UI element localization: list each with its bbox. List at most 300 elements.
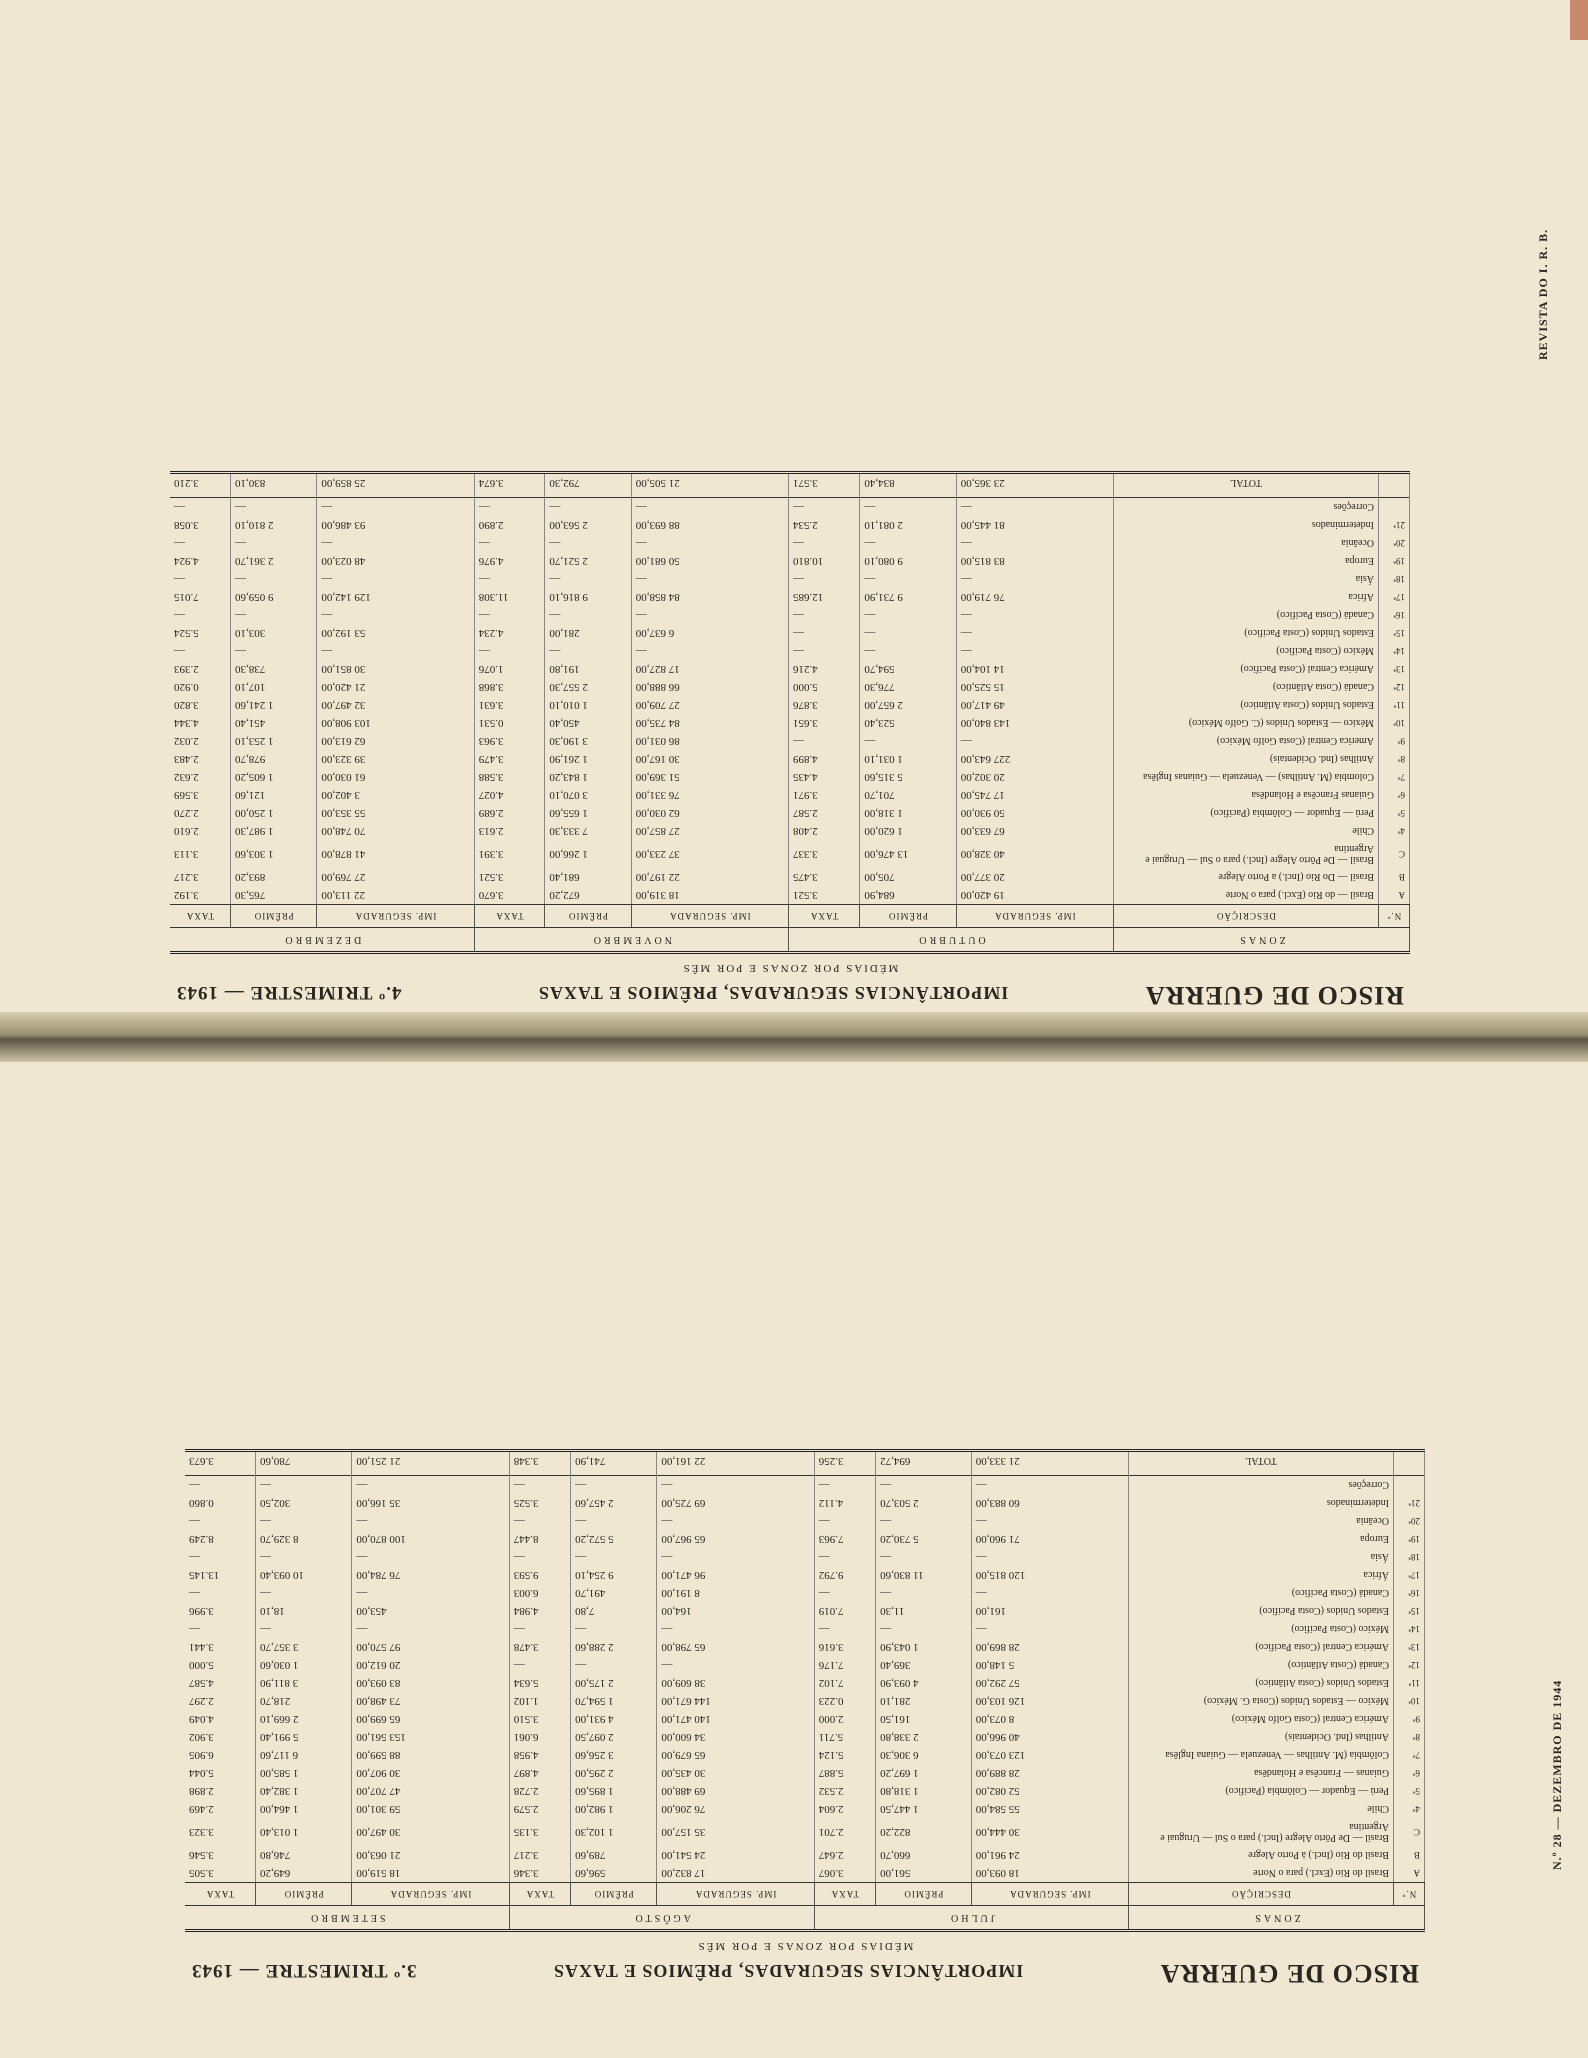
value-cell: 4.976 bbox=[474, 552, 545, 570]
table-row bbox=[185, 1566, 1425, 1584]
zone-description: Brasil — do Rio (Excl.) para o Norte bbox=[1114, 886, 1379, 905]
data-table bbox=[170, 471, 1410, 954]
zone-number: 13ª bbox=[1379, 660, 1410, 678]
zone-number: 20ª bbox=[1394, 1512, 1425, 1530]
value-cell: 227 643,00 bbox=[956, 750, 1113, 768]
value-cell: 30 444,00 bbox=[971, 1818, 1128, 1846]
value-cell: 3.067 bbox=[814, 1864, 875, 1883]
value-cell: — bbox=[788, 642, 859, 660]
value-cell: — bbox=[876, 1584, 972, 1602]
total-cell: 3.674 bbox=[474, 473, 545, 498]
value-cell: — bbox=[571, 1620, 657, 1638]
value-cell: 3.113 bbox=[170, 840, 231, 868]
value-cell: 2.408 bbox=[788, 822, 859, 840]
total-cell: 780,60 bbox=[256, 1451, 352, 1476]
value-cell: — bbox=[256, 1584, 352, 1602]
table-row bbox=[170, 516, 1410, 534]
value-cell: 15 525,00 bbox=[956, 678, 1113, 696]
zone-number: 8ª bbox=[1379, 750, 1410, 768]
total-label: TOTAL bbox=[1114, 473, 1379, 498]
value-cell: — bbox=[545, 606, 631, 624]
value-cell: — bbox=[971, 1584, 1128, 1602]
zone-number: A bbox=[1394, 1864, 1425, 1883]
value-cell: 19 420,00 bbox=[956, 886, 1113, 905]
zone-number: 17ª bbox=[1379, 588, 1410, 606]
zone-description: Perú — Equador — Colômbia (Pacífico) bbox=[1114, 804, 1379, 822]
zone-number: 9ª bbox=[1379, 732, 1410, 750]
book-spine bbox=[0, 1012, 1588, 1062]
value-cell: — bbox=[956, 624, 1113, 642]
value-cell: 3.670 bbox=[474, 886, 545, 905]
value-cell: 1 253,10 bbox=[231, 732, 317, 750]
value-cell: 24 961,00 bbox=[971, 1846, 1128, 1864]
value-cell: 11.308 bbox=[474, 588, 545, 606]
value-cell: 8 329,70 bbox=[256, 1530, 352, 1548]
zone-number: 13ª bbox=[1394, 1638, 1425, 1656]
page-corner-tab bbox=[1570, 0, 1588, 40]
zone-number: 16ª bbox=[1379, 606, 1410, 624]
total-cell: 3.571 bbox=[788, 473, 859, 498]
value-cell: 3.391 bbox=[474, 840, 545, 868]
zone-number: 18ª bbox=[1379, 570, 1410, 588]
value-cell: 1 982,00 bbox=[571, 1800, 657, 1818]
value-cell: — bbox=[474, 498, 545, 517]
value-cell: — bbox=[860, 498, 956, 517]
value-cell: 9.593 bbox=[509, 1566, 570, 1584]
value-cell: 2 361,70 bbox=[231, 552, 317, 570]
value-cell: 9 816,10 bbox=[545, 588, 631, 606]
value-cell: 30 435,00 bbox=[657, 1764, 814, 1782]
value-cell: 5 315,60 bbox=[860, 768, 956, 786]
value-cell: — bbox=[631, 642, 788, 660]
value-cell: 129 142,00 bbox=[317, 588, 474, 606]
value-cell: 7.963 bbox=[814, 1530, 875, 1548]
value-cell: 120 815,00 bbox=[971, 1566, 1128, 1584]
value-cell: 302,50 bbox=[256, 1494, 352, 1512]
col-header: IMP. SEGURADA bbox=[317, 905, 474, 928]
value-cell: 13.145 bbox=[185, 1566, 256, 1584]
value-cell: — bbox=[860, 606, 956, 624]
value-cell: 660,70 bbox=[876, 1846, 972, 1864]
zone-number: 12ª bbox=[1394, 1656, 1425, 1674]
value-cell: 123 073,00 bbox=[971, 1746, 1128, 1764]
value-cell: 3.876 bbox=[788, 696, 859, 714]
total-row bbox=[170, 473, 1410, 498]
value-cell: 50 681,00 bbox=[631, 552, 788, 570]
value-cell: 3 811,90 bbox=[256, 1674, 352, 1692]
value-cell: 2.898 bbox=[185, 1782, 256, 1800]
value-cell: 28 869,00 bbox=[971, 1638, 1128, 1656]
value-cell: 3.505 bbox=[185, 1864, 256, 1883]
zone-description: Brasil do Rio (Incl.) à Porto Alegre bbox=[1129, 1846, 1394, 1864]
value-cell: 11 830,60 bbox=[876, 1566, 972, 1584]
value-cell: 35 166,00 bbox=[352, 1494, 509, 1512]
value-cell: — bbox=[876, 1512, 972, 1530]
value-cell: 86 031,00 bbox=[631, 732, 788, 750]
value-cell: 3.651 bbox=[788, 714, 859, 732]
zone-number: 6ª bbox=[1394, 1764, 1425, 1782]
month-header: NOVEMBRO bbox=[474, 928, 788, 953]
value-cell: 2 503,70 bbox=[876, 1494, 972, 1512]
value-cell: — bbox=[657, 1548, 814, 1566]
value-cell: 96 471,00 bbox=[657, 1566, 814, 1584]
table-row bbox=[170, 498, 1410, 517]
value-cell: 9.792 bbox=[814, 1566, 875, 1584]
value-cell: 218,70 bbox=[256, 1692, 352, 1710]
value-cell: 8.447 bbox=[509, 1530, 570, 1548]
col-header: PRÊMIO bbox=[860, 905, 956, 928]
value-cell: 3.323 bbox=[185, 1818, 256, 1846]
value-cell: — bbox=[509, 1512, 570, 1530]
zone-number: C bbox=[1379, 840, 1410, 868]
value-cell: 14 104,00 bbox=[956, 660, 1113, 678]
value-cell: — bbox=[170, 534, 231, 552]
value-cell: 5 148,00 bbox=[971, 1656, 1128, 1674]
value-cell: — bbox=[631, 606, 788, 624]
table-row bbox=[185, 1692, 1425, 1710]
value-cell: 164,00 bbox=[657, 1602, 814, 1620]
value-cell: 103 908,00 bbox=[317, 714, 474, 732]
value-cell: 0.860 bbox=[185, 1494, 256, 1512]
zone-description: Correções bbox=[1129, 1476, 1394, 1495]
zone-description: Oceânia bbox=[1114, 534, 1379, 552]
value-cell: — bbox=[170, 498, 231, 517]
value-cell: — bbox=[814, 1476, 875, 1495]
value-cell: 65 699,00 bbox=[352, 1710, 509, 1728]
value-cell: 2.613 bbox=[474, 822, 545, 840]
col-header: TAXA bbox=[814, 1883, 875, 1906]
zone-description: Estados Unidos (Costa Pacífico) bbox=[1114, 624, 1379, 642]
value-cell: 6.905 bbox=[185, 1746, 256, 1764]
zonas-header: ZONAS bbox=[1114, 928, 1410, 953]
value-cell: — bbox=[185, 1584, 256, 1602]
table-row bbox=[185, 1620, 1425, 1638]
value-cell: 8 073,00 bbox=[971, 1710, 1128, 1728]
value-cell: 88 599,00 bbox=[352, 1746, 509, 1764]
value-cell: 3.058 bbox=[170, 516, 231, 534]
zone-description: Estados Unidos (Costa Atlântico) bbox=[1114, 696, 1379, 714]
zone-number: 4ª bbox=[1379, 822, 1410, 840]
value-cell: 76 784,00 bbox=[352, 1566, 509, 1584]
zone-description: Africa bbox=[1114, 588, 1379, 606]
col-header: IMP. SEGURADA bbox=[631, 905, 788, 928]
col-header: IMP. SEGURADA bbox=[971, 1883, 1128, 1906]
value-cell: 3.510 bbox=[509, 1710, 570, 1728]
value-cell: 28 889,00 bbox=[971, 1764, 1128, 1782]
value-cell: — bbox=[788, 498, 859, 517]
value-cell: 24 541,00 bbox=[657, 1846, 814, 1864]
value-cell: 17 832,00 bbox=[657, 1864, 814, 1883]
value-cell: 4.587 bbox=[185, 1674, 256, 1692]
value-cell: 523,40 bbox=[860, 714, 956, 732]
value-cell: 6.003 bbox=[509, 1584, 570, 1602]
value-cell: 76 331,00 bbox=[631, 786, 788, 804]
value-cell: 9 254,10 bbox=[571, 1566, 657, 1584]
value-cell: — bbox=[571, 1656, 657, 1674]
month-header: SETEMBRO bbox=[185, 1906, 509, 1931]
value-cell: 1 843,20 bbox=[545, 768, 631, 786]
value-cell: 22 113,00 bbox=[317, 886, 474, 905]
value-cell: 3.337 bbox=[788, 840, 859, 868]
value-cell: 9 731,90 bbox=[860, 588, 956, 606]
value-cell: 1 013,40 bbox=[256, 1818, 352, 1846]
value-cell: — bbox=[860, 624, 956, 642]
value-cell: 5.000 bbox=[788, 678, 859, 696]
total-label: TOTAL bbox=[1129, 1451, 1394, 1476]
value-cell: 2 295,00 bbox=[571, 1764, 657, 1782]
value-cell: 1.102 bbox=[509, 1692, 570, 1710]
table-row bbox=[170, 750, 1410, 768]
value-cell: — bbox=[788, 570, 859, 588]
value-cell: 2 081,10 bbox=[860, 516, 956, 534]
zone-number: 5ª bbox=[1394, 1782, 1425, 1800]
value-cell: 3.135 bbox=[509, 1818, 570, 1846]
zone-description: Canadá (Costa Atlântico) bbox=[1114, 678, 1379, 696]
value-cell: 281,00 bbox=[545, 624, 631, 642]
value-cell: 59 301,00 bbox=[352, 1800, 509, 1818]
heading: RISCO DE GUERRA bbox=[1159, 1959, 1419, 1988]
value-cell: 38 609,00 bbox=[657, 1674, 814, 1692]
zone-number: 14ª bbox=[1379, 642, 1410, 660]
value-cell: 2 338,80 bbox=[876, 1728, 972, 1746]
table-row bbox=[185, 1494, 1425, 1512]
value-cell: 3 402,00 bbox=[317, 786, 474, 804]
value-cell: 83 093,00 bbox=[352, 1674, 509, 1692]
zone-description: Correções bbox=[1114, 498, 1379, 517]
zone-number: 19ª bbox=[1379, 552, 1410, 570]
value-cell: 1 318,00 bbox=[860, 804, 956, 822]
value-cell: 2.297 bbox=[185, 1692, 256, 1710]
total-cell: 3.673 bbox=[185, 1451, 256, 1476]
table-row bbox=[185, 1548, 1425, 1566]
value-cell: — bbox=[545, 534, 631, 552]
value-cell: 18 319,00 bbox=[631, 886, 788, 905]
value-cell: 450,40 bbox=[545, 714, 631, 732]
zone-description: Chile bbox=[1114, 822, 1379, 840]
value-cell: 5.887 bbox=[814, 1764, 875, 1782]
col-header: TAXA bbox=[509, 1883, 570, 1906]
value-cell: — bbox=[631, 534, 788, 552]
zone-description: México — Estados Unidos (Costa G. México) bbox=[1129, 1692, 1394, 1710]
value-cell: 97 570,00 bbox=[352, 1638, 509, 1656]
table-row bbox=[185, 1476, 1425, 1495]
value-cell: 3 357,70 bbox=[256, 1638, 352, 1656]
value-cell: 18 519,00 bbox=[352, 1864, 509, 1883]
value-cell: — bbox=[631, 498, 788, 517]
table-row bbox=[185, 1638, 1425, 1656]
data-table bbox=[185, 1449, 1425, 1932]
value-cell: 61 030,00 bbox=[317, 768, 474, 786]
value-cell: — bbox=[814, 1512, 875, 1530]
value-cell: 27 857,00 bbox=[631, 822, 788, 840]
value-cell: 20 302,00 bbox=[956, 768, 1113, 786]
value-cell: 4 931,00 bbox=[571, 1710, 657, 1728]
table-row bbox=[185, 1512, 1425, 1530]
value-cell: 93 486,00 bbox=[317, 516, 474, 534]
zone-number: 20ª bbox=[1379, 534, 1410, 552]
value-cell: — bbox=[545, 642, 631, 660]
value-cell: 39 323,00 bbox=[317, 750, 474, 768]
value-cell: 57 292,00 bbox=[971, 1674, 1128, 1692]
zone-description: Canadá (Costa Pacífico) bbox=[1114, 606, 1379, 624]
value-cell: 8 191,00 bbox=[657, 1584, 814, 1602]
table-row bbox=[170, 714, 1410, 732]
value-cell: 303,10 bbox=[231, 624, 317, 642]
value-cell: 10 093,40 bbox=[256, 1566, 352, 1584]
value-cell: — bbox=[657, 1512, 814, 1530]
table-row bbox=[170, 804, 1410, 822]
table-total bbox=[185, 1451, 1425, 1476]
table-row bbox=[185, 1728, 1425, 1746]
zone-description: México — Estados Unidos (C. Golfo México) bbox=[1114, 714, 1379, 732]
value-cell: 2.532 bbox=[814, 1782, 875, 1800]
value-cell: — bbox=[170, 606, 231, 624]
col-header: PRÊMIO bbox=[571, 1883, 657, 1906]
value-cell: — bbox=[317, 642, 474, 660]
col-header: TAXA bbox=[185, 1883, 256, 1906]
value-cell: 4.899 bbox=[788, 750, 859, 768]
value-cell: 41 878,00 bbox=[317, 840, 474, 868]
zone-description: Brasil — Do Rio (Incl.) a Porto Alegre bbox=[1114, 868, 1379, 886]
value-cell: 21 420,00 bbox=[317, 678, 474, 696]
value-cell: 3.192 bbox=[170, 886, 231, 905]
value-cell: 4 093,90 bbox=[876, 1674, 972, 1692]
value-cell: — bbox=[860, 570, 956, 588]
value-cell: 2.534 bbox=[788, 516, 859, 534]
table-row bbox=[185, 1746, 1425, 1764]
value-cell: — bbox=[956, 606, 1113, 624]
value-cell: 3.521 bbox=[474, 868, 545, 886]
value-cell: — bbox=[876, 1620, 972, 1638]
value-cell: 3 070,10 bbox=[545, 786, 631, 804]
col-header: IMP. SEGURADA bbox=[657, 1883, 814, 1906]
zone-number: 4ª bbox=[1394, 1800, 1425, 1818]
value-cell: 1 605,20 bbox=[231, 768, 317, 786]
zone-number: 11ª bbox=[1394, 1674, 1425, 1692]
value-cell: 3.546 bbox=[185, 1846, 256, 1864]
value-cell: — bbox=[317, 534, 474, 552]
value-cell: — bbox=[352, 1584, 509, 1602]
table-row bbox=[170, 552, 1410, 570]
value-cell: 2.393 bbox=[170, 660, 231, 678]
value-cell: — bbox=[170, 642, 231, 660]
value-cell: — bbox=[231, 642, 317, 660]
value-cell: 100 870,00 bbox=[352, 1530, 509, 1548]
value-cell: 7.102 bbox=[814, 1674, 875, 1692]
value-cell: 27 769,00 bbox=[317, 868, 474, 886]
value-cell: 66 888,00 bbox=[631, 678, 788, 696]
value-cell: 65 679,00 bbox=[657, 1746, 814, 1764]
value-cell: 62 030,00 bbox=[631, 804, 788, 822]
value-cell: 62 613,00 bbox=[317, 732, 474, 750]
table-row bbox=[170, 732, 1410, 750]
value-cell: 20 377,00 bbox=[956, 868, 1113, 886]
value-cell: 22 197,00 bbox=[631, 868, 788, 886]
value-cell: 1 987,30 bbox=[231, 822, 317, 840]
col-header: PRÊMIO bbox=[545, 905, 631, 928]
total-cell: 22 161,00 bbox=[657, 1451, 814, 1476]
zone-number: 14ª bbox=[1394, 1620, 1425, 1638]
value-cell: 65 967,00 bbox=[657, 1530, 814, 1548]
month-header: OUTUBRO bbox=[788, 928, 1113, 953]
col-header: TAXA bbox=[170, 905, 231, 928]
value-cell: 71 960,00 bbox=[971, 1530, 1128, 1548]
value-cell: 2 657,00 bbox=[860, 696, 956, 714]
value-cell: 3.616 bbox=[814, 1638, 875, 1656]
value-cell: — bbox=[474, 570, 545, 588]
value-cell: — bbox=[231, 606, 317, 624]
value-cell: 1 447,50 bbox=[876, 1800, 972, 1818]
value-cell: 6.061 bbox=[509, 1728, 570, 1746]
zone-number: 15ª bbox=[1379, 624, 1410, 642]
value-cell: — bbox=[256, 1476, 352, 1495]
value-cell: — bbox=[231, 498, 317, 517]
zone-description: Antilhas (Ind. Ocidentais) bbox=[1129, 1728, 1394, 1746]
table-row bbox=[170, 606, 1410, 624]
value-cell: 672,20 bbox=[545, 886, 631, 905]
col-header: DESCRIÇÃO bbox=[1114, 905, 1379, 928]
value-cell: — bbox=[317, 570, 474, 588]
table-row bbox=[185, 1710, 1425, 1728]
value-cell: 6 306,30 bbox=[876, 1746, 972, 1764]
value-cell: 1 261,90 bbox=[545, 750, 631, 768]
value-cell: 0.920 bbox=[170, 678, 231, 696]
value-cell: 18,10 bbox=[256, 1602, 352, 1620]
value-cell: 1 241,60 bbox=[231, 696, 317, 714]
table-row bbox=[185, 1846, 1425, 1864]
value-cell: 1 031,10 bbox=[860, 750, 956, 768]
value-cell: 281,10 bbox=[876, 1692, 972, 1710]
value-cell: 11,30 bbox=[876, 1602, 972, 1620]
value-cell: 1 010,10 bbox=[545, 696, 631, 714]
value-cell: 40 966,00 bbox=[971, 1728, 1128, 1746]
value-cell: 76 719,00 bbox=[956, 588, 1113, 606]
zone-description: Brasil — De Pôrto Alegre (Incl.) para o Sul — Uruguai e Argentina bbox=[1114, 840, 1379, 868]
value-cell: 48 023,00 bbox=[317, 552, 474, 570]
value-cell: 17 745,00 bbox=[956, 786, 1113, 804]
total-cell: 21 333,00 bbox=[971, 1451, 1128, 1476]
table-row bbox=[185, 1800, 1425, 1818]
value-cell: — bbox=[860, 534, 956, 552]
value-cell: 2 521,70 bbox=[545, 552, 631, 570]
value-cell: — bbox=[352, 1512, 509, 1530]
value-cell: — bbox=[788, 624, 859, 642]
value-cell: 3.475 bbox=[788, 868, 859, 886]
value-cell: 121,60 bbox=[231, 786, 317, 804]
value-cell: 4.234 bbox=[474, 624, 545, 642]
col-header: TAXA bbox=[788, 905, 859, 928]
value-cell: 144 671,00 bbox=[657, 1692, 814, 1710]
zone-number: 21ª bbox=[1379, 516, 1410, 534]
value-cell: 55 353,00 bbox=[317, 804, 474, 822]
value-cell: 34 600,00 bbox=[657, 1728, 814, 1746]
value-cell: 4.435 bbox=[788, 768, 859, 786]
table-row bbox=[170, 570, 1410, 588]
zone-description: Canadá (Costa Atlântico) bbox=[1129, 1656, 1394, 1674]
value-cell: 191,80 bbox=[545, 660, 631, 678]
col-header: IMP. SEGURADA bbox=[352, 1883, 509, 1906]
total-cell: 21 505,00 bbox=[631, 473, 788, 498]
table-title: IMPORTÂNCIAS SEGURADAS, PRÊMIOS E TAXAS bbox=[553, 1961, 1024, 1981]
value-cell: 84 858,00 bbox=[631, 588, 788, 606]
table-total bbox=[170, 473, 1410, 498]
value-cell: 681,40 bbox=[545, 868, 631, 886]
value-cell: 73 498,00 bbox=[352, 1692, 509, 1710]
value-cell: 451,40 bbox=[231, 714, 317, 732]
value-cell: 2.689 bbox=[474, 804, 545, 822]
table-row bbox=[170, 822, 1410, 840]
value-cell: — bbox=[971, 1548, 1128, 1566]
